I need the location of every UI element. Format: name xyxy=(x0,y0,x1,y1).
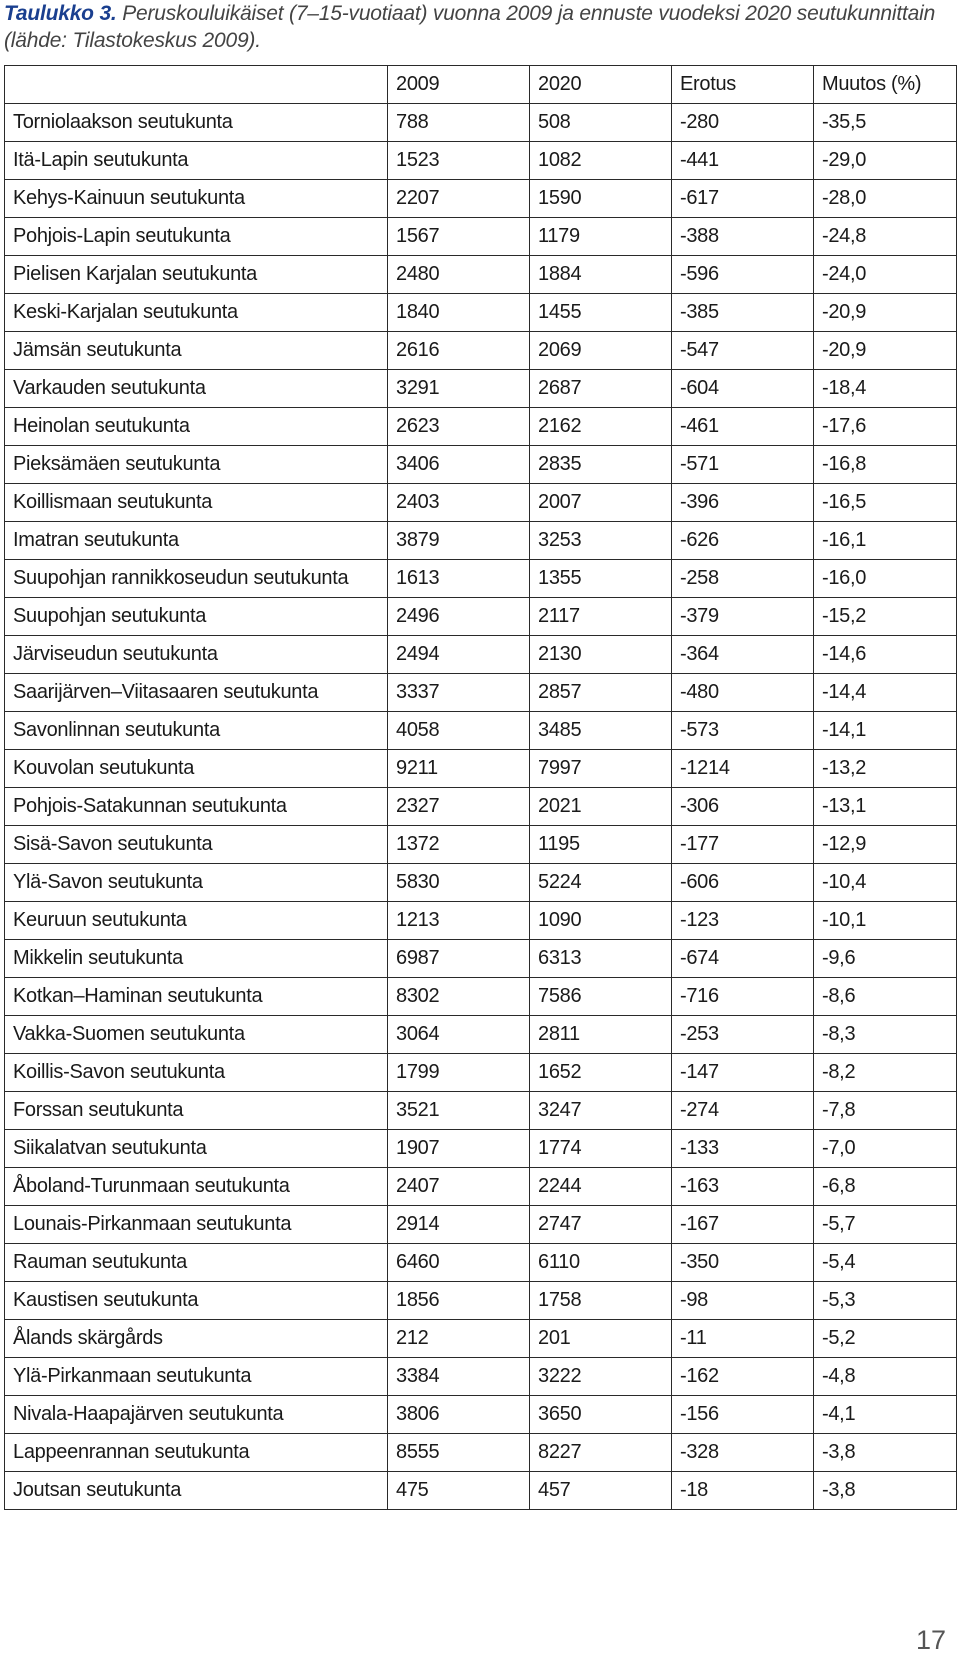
value-2020-cell: 2069 xyxy=(530,332,672,370)
muutos-cell: -4,8 xyxy=(814,1358,957,1396)
erotus-cell: -604 xyxy=(672,370,814,408)
erotus-cell: -547 xyxy=(672,332,814,370)
page-number: 17 xyxy=(915,1625,946,1655)
value-2009-cell: 4058 xyxy=(388,712,530,750)
table-row xyxy=(5,180,957,218)
region-name-cell: Jämsän seutukunta xyxy=(5,332,388,370)
table-row xyxy=(5,218,957,256)
table-row xyxy=(5,864,957,902)
value-2020-cell: 1774 xyxy=(530,1130,672,1168)
erotus-cell: -253 xyxy=(672,1016,814,1054)
region-name-cell: Järviseudun seutukunta xyxy=(5,636,388,674)
erotus-cell: -716 xyxy=(672,978,814,1016)
table-row xyxy=(5,826,957,864)
muutos-cell: -29,0 xyxy=(814,142,957,180)
region-name-cell: Pielisen Karjalan seutukunta xyxy=(5,256,388,294)
muutos-cell: -24,0 xyxy=(814,256,957,294)
erotus-cell: -156 xyxy=(672,1396,814,1434)
value-2009-cell: 788 xyxy=(388,104,530,142)
muutos-cell: -4,1 xyxy=(814,1396,957,1434)
value-2009-cell: 2616 xyxy=(388,332,530,370)
muutos-cell: -3,8 xyxy=(814,1472,957,1510)
table-body xyxy=(5,104,957,1510)
region-name-cell: Keuruun seutukunta xyxy=(5,902,388,940)
value-2020-cell: 2244 xyxy=(530,1168,672,1206)
table-row xyxy=(5,1396,957,1434)
region-name-cell: Ylä-Pirkanmaan seutukunta xyxy=(5,1358,388,1396)
erotus-cell: -364 xyxy=(672,636,814,674)
table-row xyxy=(5,1130,957,1168)
erotus-cell: -617 xyxy=(672,180,814,218)
region-name-cell: Mikkelin seutukunta xyxy=(5,940,388,978)
erotus-cell: -441 xyxy=(672,142,814,180)
value-2009-cell: 1613 xyxy=(388,560,530,598)
table-row xyxy=(5,446,957,484)
region-name-cell: Rauman seutukunta xyxy=(5,1244,388,1282)
value-2020-cell: 1179 xyxy=(530,218,672,256)
value-2009-cell: 1213 xyxy=(388,902,530,940)
erotus-cell: -11 xyxy=(672,1320,814,1358)
value-2020-cell: 1758 xyxy=(530,1282,672,1320)
value-2009-cell: 2407 xyxy=(388,1168,530,1206)
table-header-row xyxy=(5,66,957,104)
region-name-cell: Suupohjan seutukunta xyxy=(5,598,388,636)
table-row xyxy=(5,408,957,446)
value-2020-cell: 2130 xyxy=(530,636,672,674)
value-2020-cell: 5224 xyxy=(530,864,672,902)
value-2009-cell: 2327 xyxy=(388,788,530,826)
region-name-cell: Pohjois-Satakunnan seutukunta xyxy=(5,788,388,826)
table-row xyxy=(5,294,957,332)
value-2009-cell: 2914 xyxy=(388,1206,530,1244)
muutos-cell: -18,4 xyxy=(814,370,957,408)
value-2020-cell: 8227 xyxy=(530,1434,672,1472)
value-2009-cell: 2623 xyxy=(388,408,530,446)
value-2020-cell: 457 xyxy=(530,1472,672,1510)
value-2009-cell: 3384 xyxy=(388,1358,530,1396)
muutos-cell: -35,5 xyxy=(814,104,957,142)
table-row xyxy=(5,484,957,522)
erotus-cell: -596 xyxy=(672,256,814,294)
table-row xyxy=(5,1092,957,1130)
caption-label: Taulukko 3. xyxy=(4,2,117,25)
region-name-cell: Varkauden seutukunta xyxy=(5,370,388,408)
value-2009-cell: 3521 xyxy=(388,1092,530,1130)
erotus-cell: -626 xyxy=(672,522,814,560)
erotus-cell: -163 xyxy=(672,1168,814,1206)
region-name-cell: Kotkan–Haminan seutukunta xyxy=(5,978,388,1016)
table-caption xyxy=(4,0,944,54)
region-name-cell: Imatran seutukunta xyxy=(5,522,388,560)
erotus-cell: -280 xyxy=(672,104,814,142)
value-2020-cell: 2857 xyxy=(530,674,672,712)
region-name-cell: Nivala-Haapajärven seutukunta xyxy=(5,1396,388,1434)
region-name-cell: Lounais-Pirkanmaan seutukunta xyxy=(5,1206,388,1244)
value-2020-cell: 2007 xyxy=(530,484,672,522)
value-2009-cell: 8302 xyxy=(388,978,530,1016)
table-row xyxy=(5,104,957,142)
region-name-cell: Kouvolan seutukunta xyxy=(5,750,388,788)
table-row xyxy=(5,1282,957,1320)
erotus-cell: -396 xyxy=(672,484,814,522)
table-row xyxy=(5,256,957,294)
value-2020-cell: 3650 xyxy=(530,1396,672,1434)
value-2020-cell: 6110 xyxy=(530,1244,672,1282)
muutos-cell: -13,2 xyxy=(814,750,957,788)
erotus-cell: -571 xyxy=(672,446,814,484)
erotus-cell: -258 xyxy=(672,560,814,598)
value-2020-cell: 2687 xyxy=(530,370,672,408)
erotus-cell: -306 xyxy=(672,788,814,826)
table-row xyxy=(5,750,957,788)
erotus-cell: -274 xyxy=(672,1092,814,1130)
caption-text: Peruskouluikäiset (7–15-vuotiaat) vuonna 2009 ja ennuste vuodeksi 2020 seutukunnittain (lähde: Tilastokeskus 2009). xyxy=(4,2,936,52)
value-2009-cell: 6987 xyxy=(388,940,530,978)
erotus-cell: -147 xyxy=(672,1054,814,1092)
erotus-cell: -162 xyxy=(672,1358,814,1396)
muutos-cell: -3,8 xyxy=(814,1434,957,1472)
muutos-cell: -5,3 xyxy=(814,1282,957,1320)
value-2009-cell: 1856 xyxy=(388,1282,530,1320)
region-name-cell: Siikalatvan seutukunta xyxy=(5,1130,388,1168)
erotus-cell: -1214 xyxy=(672,750,814,788)
muutos-cell: -16,8 xyxy=(814,446,957,484)
table-row xyxy=(5,674,957,712)
muutos-cell: -20,9 xyxy=(814,332,957,370)
region-name-cell: Koillismaan seutukunta xyxy=(5,484,388,522)
value-2020-cell: 7586 xyxy=(530,978,672,1016)
table-row xyxy=(5,1016,957,1054)
muutos-cell: -16,5 xyxy=(814,484,957,522)
region-name-cell: Ylä-Savon seutukunta xyxy=(5,864,388,902)
muutos-cell: -5,7 xyxy=(814,1206,957,1244)
erotus-cell: -461 xyxy=(672,408,814,446)
table-row xyxy=(5,712,957,750)
region-name-cell: Lappeenrannan seutukunta xyxy=(5,1434,388,1472)
muutos-cell: -14,4 xyxy=(814,674,957,712)
region-name-cell: Heinolan seutukunta xyxy=(5,408,388,446)
value-2009-cell: 2496 xyxy=(388,598,530,636)
erotus-cell: -379 xyxy=(672,598,814,636)
erotus-cell: -328 xyxy=(672,1434,814,1472)
erotus-cell: -480 xyxy=(672,674,814,712)
table-row xyxy=(5,332,957,370)
table-row xyxy=(5,1206,957,1244)
value-2009-cell: 3337 xyxy=(388,674,530,712)
muutos-cell: -17,6 xyxy=(814,408,957,446)
value-2009-cell: 3406 xyxy=(388,446,530,484)
value-2009-cell: 1799 xyxy=(388,1054,530,1092)
region-name-cell: Keski-Karjalan seutukunta xyxy=(5,294,388,332)
muutos-cell: -7,0 xyxy=(814,1130,957,1168)
value-2020-cell: 1090 xyxy=(530,902,672,940)
region-name-cell: Kehys-Kainuun seutukunta xyxy=(5,180,388,218)
table-row xyxy=(5,522,957,560)
value-2009-cell: 2494 xyxy=(388,636,530,674)
value-2020-cell: 1652 xyxy=(530,1054,672,1092)
value-2020-cell: 2747 xyxy=(530,1206,672,1244)
value-2020-cell: 3247 xyxy=(530,1092,672,1130)
value-2020-cell: 2811 xyxy=(530,1016,672,1054)
value-2009-cell: 6460 xyxy=(388,1244,530,1282)
value-2020-cell: 1355 xyxy=(530,560,672,598)
region-name-cell: Forssan seutukunta xyxy=(5,1092,388,1130)
header-cell-2009: 2009 xyxy=(388,66,530,104)
erotus-cell: -18 xyxy=(672,1472,814,1510)
value-2020-cell: 1195 xyxy=(530,826,672,864)
erotus-cell: -167 xyxy=(672,1206,814,1244)
table-row xyxy=(5,370,957,408)
region-name-cell: Koillis-Savon seutukunta xyxy=(5,1054,388,1092)
region-name-cell: Vakka-Suomen seutukunta xyxy=(5,1016,388,1054)
erotus-cell: -98 xyxy=(672,1282,814,1320)
muutos-cell: -24,8 xyxy=(814,218,957,256)
value-2020-cell: 3253 xyxy=(530,522,672,560)
region-name-cell: Suupohjan rannikkoseudun seutukunta xyxy=(5,560,388,598)
erotus-cell: -177 xyxy=(672,826,814,864)
value-2009-cell: 9211 xyxy=(388,750,530,788)
value-2020-cell: 3222 xyxy=(530,1358,672,1396)
region-name-cell: Sisä-Savon seutukunta xyxy=(5,826,388,864)
value-2020-cell: 3485 xyxy=(530,712,672,750)
erotus-cell: -133 xyxy=(672,1130,814,1168)
region-name-cell: Torniolaakson seutukunta xyxy=(5,104,388,142)
value-2009-cell: 1907 xyxy=(388,1130,530,1168)
muutos-cell: -9,6 xyxy=(814,940,957,978)
muutos-cell: -12,9 xyxy=(814,826,957,864)
value-2020-cell: 2835 xyxy=(530,446,672,484)
table-row xyxy=(5,788,957,826)
value-2009-cell: 8555 xyxy=(388,1434,530,1472)
table-row xyxy=(5,1472,957,1510)
erotus-cell: -674 xyxy=(672,940,814,978)
value-2020-cell: 1082 xyxy=(530,142,672,180)
value-2009-cell: 2207 xyxy=(388,180,530,218)
muutos-cell: -14,1 xyxy=(814,712,957,750)
value-2009-cell: 1372 xyxy=(388,826,530,864)
value-2020-cell: 1590 xyxy=(530,180,672,218)
table-row xyxy=(5,1244,957,1282)
region-name-cell: Joutsan seutukunta xyxy=(5,1472,388,1510)
region-name-cell: Pohjois-Lapin seutukunta xyxy=(5,218,388,256)
table-row xyxy=(5,598,957,636)
muutos-cell: -16,0 xyxy=(814,560,957,598)
muutos-cell: -5,2 xyxy=(814,1320,957,1358)
header-cell-2020: 2020 xyxy=(530,66,672,104)
table-row xyxy=(5,1054,957,1092)
muutos-cell: -8,6 xyxy=(814,978,957,1016)
muutos-cell: -16,1 xyxy=(814,522,957,560)
muutos-cell: -7,8 xyxy=(814,1092,957,1130)
value-2020-cell: 2021 xyxy=(530,788,672,826)
table-row xyxy=(5,1358,957,1396)
header-cell-muutos: Muutos (%) xyxy=(814,66,957,104)
region-name-cell: Itä-Lapin seutukunta xyxy=(5,142,388,180)
value-2009-cell: 2480 xyxy=(388,256,530,294)
table-row xyxy=(5,560,957,598)
region-name-cell: Ålands skärgårds xyxy=(5,1320,388,1358)
table-row xyxy=(5,1434,957,1472)
value-2020-cell: 1884 xyxy=(530,256,672,294)
value-2009-cell: 3291 xyxy=(388,370,530,408)
region-name-cell: Saarijärven–Viitasaaren seutukunta xyxy=(5,674,388,712)
table-row xyxy=(5,142,957,180)
value-2009-cell: 3879 xyxy=(388,522,530,560)
table-row xyxy=(5,978,957,1016)
value-2009-cell: 475 xyxy=(388,1472,530,1510)
muutos-cell: -5,4 xyxy=(814,1244,957,1282)
region-name-cell: Kaustisen seutukunta xyxy=(5,1282,388,1320)
header-cell-region xyxy=(5,66,388,104)
table-row xyxy=(5,902,957,940)
data-table xyxy=(4,65,957,1510)
erotus-cell: -388 xyxy=(672,218,814,256)
value-2009-cell: 3806 xyxy=(388,1396,530,1434)
muutos-cell: -10,1 xyxy=(814,902,957,940)
erotus-cell: -123 xyxy=(672,902,814,940)
erotus-cell: -385 xyxy=(672,294,814,332)
value-2009-cell: 3064 xyxy=(388,1016,530,1054)
region-name-cell: Åboland-Turunmaan seutukunta xyxy=(5,1168,388,1206)
table-row xyxy=(5,636,957,674)
region-name-cell: Savonlinnan seutukunta xyxy=(5,712,388,750)
muutos-cell: -8,2 xyxy=(814,1054,957,1092)
muutos-cell: -14,6 xyxy=(814,636,957,674)
erotus-cell: -350 xyxy=(672,1244,814,1282)
region-name-cell: Pieksämäen seutukunta xyxy=(5,446,388,484)
erotus-cell: -573 xyxy=(672,712,814,750)
value-2009-cell: 1840 xyxy=(388,294,530,332)
muutos-cell: -6,8 xyxy=(814,1168,957,1206)
value-2020-cell: 508 xyxy=(530,104,672,142)
table-row xyxy=(5,1320,957,1358)
value-2009-cell: 1523 xyxy=(388,142,530,180)
muutos-cell: -8,3 xyxy=(814,1016,957,1054)
value-2020-cell: 6313 xyxy=(530,940,672,978)
value-2020-cell: 7997 xyxy=(530,750,672,788)
value-2009-cell: 5830 xyxy=(388,864,530,902)
value-2020-cell: 1455 xyxy=(530,294,672,332)
value-2020-cell: 2117 xyxy=(530,598,672,636)
header-cell-erotus: Erotus xyxy=(672,66,814,104)
muutos-cell: -20,9 xyxy=(814,294,957,332)
muutos-cell: -10,4 xyxy=(814,864,957,902)
value-2009-cell: 1567 xyxy=(388,218,530,256)
value-2009-cell: 2403 xyxy=(388,484,530,522)
table-row xyxy=(5,1168,957,1206)
value-2020-cell: 201 xyxy=(530,1320,672,1358)
value-2020-cell: 2162 xyxy=(530,408,672,446)
muutos-cell: -15,2 xyxy=(814,598,957,636)
muutos-cell: -28,0 xyxy=(814,180,957,218)
table-row xyxy=(5,940,957,978)
muutos-cell: -13,1 xyxy=(814,788,957,826)
erotus-cell: -606 xyxy=(672,864,814,902)
value-2009-cell: 212 xyxy=(388,1320,530,1358)
